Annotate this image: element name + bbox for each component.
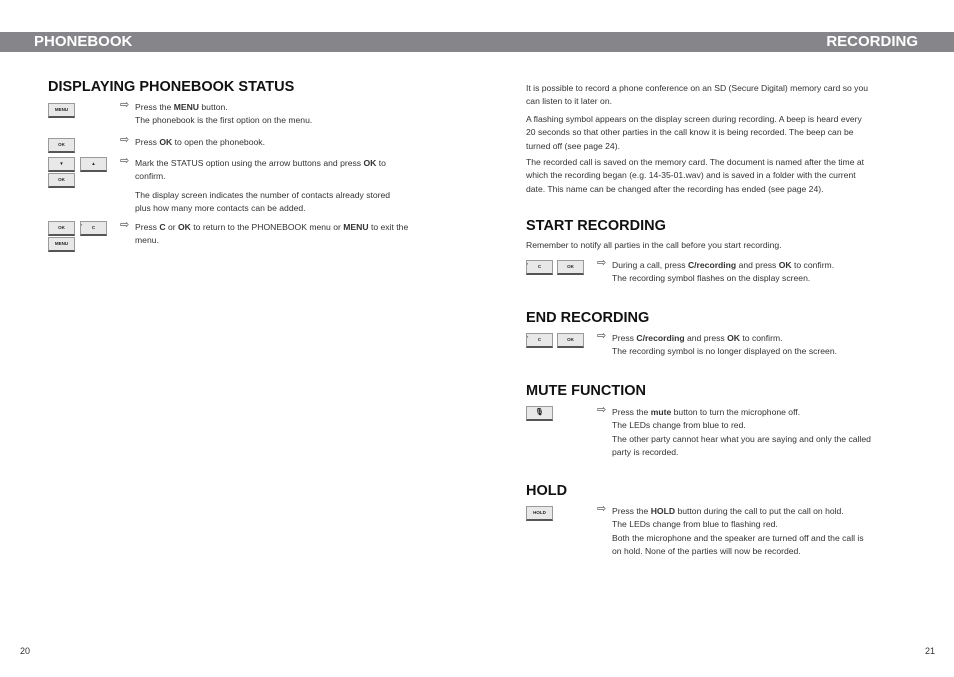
hold-key-icon: HOLD <box>526 506 553 521</box>
arrow-right-icon: ⇨ <box>120 134 130 146</box>
c-recording-key-icon: ▪ C <box>526 333 553 348</box>
arrow-right-icon: ⇨ <box>120 155 130 167</box>
ok-key-icon: OK <box>557 260 584 275</box>
ok-key-icon: OK <box>48 138 75 153</box>
menu-key-icon: MENU <box>48 103 75 118</box>
heading-hold: HOLD <box>526 483 568 499</box>
page-number-right: 21 <box>924 646 935 656</box>
menu-key-icon: MENU <box>48 237 75 252</box>
arrow-right-icon: ⇨ <box>120 99 130 111</box>
heading-mute-function: MUTE FUNCTION <box>526 383 647 399</box>
start-recording-note: Remember to notify all parties in the call before you start recording. <box>526 240 782 250</box>
arrow-right-icon: ⇨ <box>120 219 130 231</box>
arrow-right-icon: ⇨ <box>597 404 607 416</box>
arrow-right-icon: ⇨ <box>597 330 607 342</box>
arrow-down-key-icon: ▼ <box>48 157 75 172</box>
c-recording-key-icon: ▪ C <box>526 260 553 275</box>
mute-key-icon: 🎙 <box>526 406 553 421</box>
step-4: ⇨ Press C or OK to return to the PHONEBOOK menu or MENU to exit the menu. <box>120 219 409 246</box>
arrow-right-icon: ⇨ <box>597 503 607 515</box>
step-1: ⇨ Press the MENU button. The phonebook is the first option on the menu. <box>120 99 313 126</box>
ok-key-icon: OK <box>48 221 75 236</box>
arrow-up-key-icon: ▲ <box>80 157 107 172</box>
intro-paragraph-3: The recorded call is saved on the memory card. The document is named after the time at which the recording began (e.g. 14-35-01.wav) and is saved in a folder with the current date. This name can be changed after the recording has ended (see page 24). <box>526 157 865 194</box>
mute-step: ⇨ Press the mute button to turn the microphone off. The LEDs change from blue to red. The other party cannot hear what you are saying and only the called party is recorded. <box>597 404 871 458</box>
header-bar <box>0 32 954 52</box>
page-number-left: 20 <box>20 646 31 656</box>
end-recording-step: ⇨ Press C/recording and press OK to confirm. The recording symbol is no longer displayed on the screen. <box>597 330 837 357</box>
recording-mark-icon: ▪ <box>527 261 529 266</box>
recording-mark-icon: ▪ <box>527 334 529 339</box>
intro-paragraph-1: It is possible to record a phone conference on an SD (Secure Digital) memory card so you can listen to it later on. <box>526 83 869 107</box>
start-recording-step: ⇨ During a call, press C/recording and press OK to confirm. The recording symbol flashes on the display screen. <box>597 257 835 284</box>
hold-step: ⇨ Press the HOLD button during the call to put the call on hold. The LEDs change from blue to flashing red. Both the microphone and the speaker are turned off and the call is on hold. None of the parties will now be recorded. <box>597 503 864 557</box>
section-title-recording: RECORDING <box>826 33 918 50</box>
ok-key-icon: OK <box>557 333 584 348</box>
heading-displaying-phonebook-status: DISPLAYING PHONEBOOK STATUS <box>48 79 295 95</box>
step-3: ⇨ Mark the STATUS option using the arrow buttons and press OK to confirm. The display screen indicates the number of contacts already stored plus how many more contacts can be added. <box>120 155 391 214</box>
intro-paragraph-2: A flashing symbol appears on the display screen during recording. A beep is heard every 20 seconds so that other parties in the call know it is being recorded. The beep can be turned off (see page 24). <box>526 114 862 151</box>
c-key-icon: ▪ C <box>80 221 107 236</box>
recording-mark-icon: ▪ <box>81 222 83 227</box>
step-2: ⇨ Press OK to open the phonebook. <box>120 134 265 147</box>
section-title-phonebook: PHONEBOOK <box>34 33 133 50</box>
heading-start-recording: START RECORDING <box>526 218 666 234</box>
ok-key-icon: OK <box>48 173 75 188</box>
heading-end-recording: END RECORDING <box>526 310 650 326</box>
arrow-right-icon: ⇨ <box>597 257 607 269</box>
